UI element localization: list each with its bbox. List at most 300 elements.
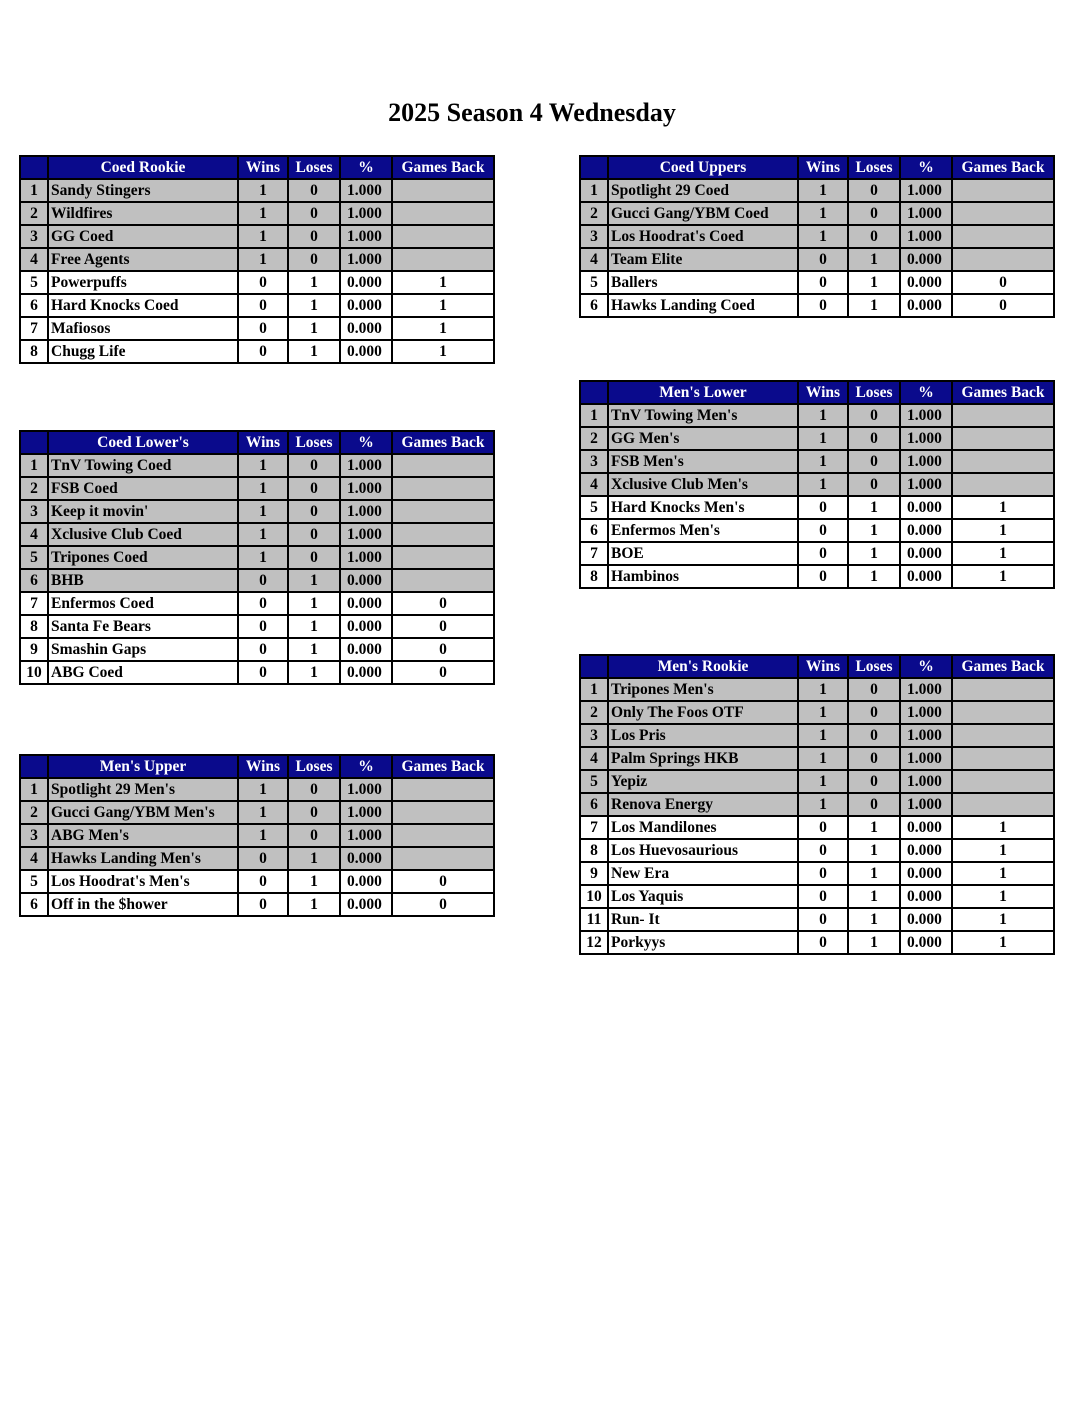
loses-cell: 1 <box>288 615 340 638</box>
games-back-cell <box>392 778 494 801</box>
loses-header: Loses <box>288 156 340 179</box>
rank-cell: 5 <box>580 770 608 793</box>
pct-header: % <box>900 381 952 404</box>
games-back-cell <box>392 179 494 202</box>
table-row <box>580 542 1054 565</box>
rank-cell: 3 <box>580 724 608 747</box>
loses-cell: 0 <box>288 248 340 271</box>
pct-cell: 1.000 <box>340 179 392 202</box>
rank-cell: 4 <box>580 248 608 271</box>
rank-cell: 1 <box>580 179 608 202</box>
loses-header: Loses <box>288 755 340 778</box>
wins-cell: 1 <box>798 793 848 816</box>
wins-cell: 0 <box>798 816 848 839</box>
team-name-cell: Santa Fe Bears <box>48 615 238 638</box>
pct-cell: 0.000 <box>340 893 392 916</box>
pct-cell: 0.000 <box>900 542 952 565</box>
team-name-cell: Gucci Gang/YBM Men's <box>48 801 238 824</box>
table-row <box>580 678 1054 701</box>
table-row <box>580 908 1054 931</box>
pct-cell: 1.000 <box>900 450 952 473</box>
wins-cell: 0 <box>238 340 288 363</box>
pct-header: % <box>340 755 392 778</box>
table-row <box>20 893 494 916</box>
rank-cell: 12 <box>580 931 608 954</box>
loses-cell: 0 <box>288 477 340 500</box>
pct-cell: 0.000 <box>900 862 952 885</box>
pct-cell: 0.000 <box>900 839 952 862</box>
loses-cell: 1 <box>848 931 900 954</box>
team-name-cell: New Era <box>608 862 798 885</box>
pct-cell: 1.000 <box>340 477 392 500</box>
table-row <box>20 523 494 546</box>
wins-cell: 1 <box>798 473 848 496</box>
pct-cell: 0.000 <box>900 908 952 931</box>
loses-cell: 0 <box>848 701 900 724</box>
rank-cell: 8 <box>20 340 48 363</box>
table-row <box>20 477 494 500</box>
rank-cell: 3 <box>20 225 48 248</box>
loses-cell: 0 <box>288 801 340 824</box>
rank-cell: 8 <box>580 839 608 862</box>
table-row <box>20 569 494 592</box>
games-back-cell: 1 <box>952 839 1054 862</box>
loses-cell: 0 <box>848 793 900 816</box>
pct-cell: 0.000 <box>900 565 952 588</box>
games-back-header: Games Back <box>392 431 494 454</box>
table-row <box>20 202 494 225</box>
wins-cell: 0 <box>798 931 848 954</box>
table-header-row <box>580 156 1054 179</box>
wins-cell: 1 <box>798 202 848 225</box>
games-back-cell <box>952 793 1054 816</box>
table-row <box>20 225 494 248</box>
games-back-cell: 1 <box>392 294 494 317</box>
table-row <box>20 870 494 893</box>
loses-cell: 1 <box>848 565 900 588</box>
rank-cell: 5 <box>20 271 48 294</box>
rank-header <box>20 431 48 454</box>
table-row <box>580 473 1054 496</box>
table-row <box>20 340 494 363</box>
pct-cell: 0.000 <box>900 931 952 954</box>
wins-header: Wins <box>238 431 288 454</box>
wins-cell: 0 <box>238 294 288 317</box>
wins-cell: 0 <box>238 615 288 638</box>
team-name-cell: Powerpuffs <box>48 271 238 294</box>
rank-cell: 7 <box>580 816 608 839</box>
loses-cell: 1 <box>848 248 900 271</box>
wins-cell: 1 <box>798 701 848 724</box>
team-name-cell: Smashin Gaps <box>48 638 238 661</box>
games-back-cell: 1 <box>952 908 1054 931</box>
games-back-header: Games Back <box>952 381 1054 404</box>
pct-cell: 0.000 <box>340 294 392 317</box>
loses-header: Loses <box>848 655 900 678</box>
team-name-cell: Los Hoodrat's Coed <box>608 225 798 248</box>
games-back-cell <box>392 546 494 569</box>
team-name-cell: Xclusive Club Coed <box>48 523 238 546</box>
table-row <box>580 248 1054 271</box>
wins-cell: 0 <box>238 661 288 684</box>
pct-cell: 1.000 <box>900 678 952 701</box>
loses-cell: 0 <box>288 225 340 248</box>
team-name-cell: Los Pris <box>608 724 798 747</box>
pct-cell: 1.000 <box>340 824 392 847</box>
table-row <box>580 179 1054 202</box>
table-row <box>580 496 1054 519</box>
table-row <box>20 294 494 317</box>
wins-cell: 1 <box>798 678 848 701</box>
wins-cell: 0 <box>238 847 288 870</box>
rank-cell: 5 <box>580 271 608 294</box>
table-row <box>580 225 1054 248</box>
table-row <box>20 271 494 294</box>
table-header-row <box>20 156 494 179</box>
pct-cell: 1.000 <box>900 404 952 427</box>
pct-cell: 0.000 <box>340 870 392 893</box>
rank-cell: 2 <box>580 427 608 450</box>
pct-header: % <box>340 431 392 454</box>
table-row <box>580 724 1054 747</box>
games-back-cell: 0 <box>392 638 494 661</box>
loses-cell: 1 <box>848 816 900 839</box>
pct-cell: 1.000 <box>340 778 392 801</box>
rank-header <box>580 381 608 404</box>
rank-cell: 10 <box>580 885 608 908</box>
loses-cell: 0 <box>848 770 900 793</box>
team-name-cell: BOE <box>608 542 798 565</box>
team-name-cell: Tripones Men's <box>608 678 798 701</box>
wins-cell: 1 <box>238 477 288 500</box>
team-name-cell: Sandy Stingers <box>48 179 238 202</box>
loses-cell: 1 <box>848 542 900 565</box>
wins-cell: 1 <box>238 801 288 824</box>
pct-cell: 0.000 <box>340 592 392 615</box>
team-name-cell: Palm Springs HKB <box>608 747 798 770</box>
games-back-cell <box>952 473 1054 496</box>
pct-cell: 0.000 <box>340 317 392 340</box>
team-name-cell: FSB Men's <box>608 450 798 473</box>
rank-cell: 4 <box>580 473 608 496</box>
games-back-cell <box>392 569 494 592</box>
games-back-header: Games Back <box>952 655 1054 678</box>
wins-cell: 1 <box>238 778 288 801</box>
team-name-cell: TnV Towing Coed <box>48 454 238 477</box>
team-name-cell: BHB <box>48 569 238 592</box>
wins-cell: 0 <box>798 271 848 294</box>
loses-cell: 0 <box>288 454 340 477</box>
rank-cell: 4 <box>20 523 48 546</box>
wins-header: Wins <box>238 156 288 179</box>
loses-cell: 1 <box>288 271 340 294</box>
wins-cell: 1 <box>238 248 288 271</box>
table-row <box>580 404 1054 427</box>
rank-cell: 9 <box>580 862 608 885</box>
pct-cell: 0.000 <box>340 271 392 294</box>
games-back-cell <box>952 248 1054 271</box>
table-row <box>580 294 1054 317</box>
pct-cell: 1.000 <box>340 454 392 477</box>
table-header-row <box>20 431 494 454</box>
table-row <box>580 931 1054 954</box>
rank-cell: 8 <box>20 615 48 638</box>
pct-cell: 1.000 <box>340 546 392 569</box>
games-back-cell <box>392 801 494 824</box>
wins-cell: 0 <box>798 496 848 519</box>
pct-header: % <box>340 156 392 179</box>
team-name-cell: Chugg Life <box>48 340 238 363</box>
games-back-cell: 0 <box>392 615 494 638</box>
team-name-cell: Yepiz <box>608 770 798 793</box>
loses-cell: 0 <box>848 427 900 450</box>
team-name-cell: Gucci Gang/YBM Coed <box>608 202 798 225</box>
games-back-cell <box>392 477 494 500</box>
team-name-cell: Los Huevosaurious <box>608 839 798 862</box>
rank-cell: 8 <box>580 565 608 588</box>
games-back-cell <box>392 454 494 477</box>
rank-cell: 4 <box>580 747 608 770</box>
wins-cell: 0 <box>238 870 288 893</box>
wins-cell: 0 <box>238 271 288 294</box>
wins-cell: 1 <box>238 202 288 225</box>
games-back-cell: 0 <box>952 294 1054 317</box>
pct-cell: 1.000 <box>340 801 392 824</box>
rank-cell: 1 <box>20 778 48 801</box>
pct-cell: 1.000 <box>900 473 952 496</box>
loses-cell: 1 <box>288 340 340 363</box>
wins-cell: 0 <box>798 839 848 862</box>
table-row <box>580 839 1054 862</box>
team-name-cell: Xclusive Club Men's <box>608 473 798 496</box>
rank-cell: 7 <box>20 317 48 340</box>
loses-cell: 1 <box>848 862 900 885</box>
loses-cell: 0 <box>288 778 340 801</box>
loses-cell: 0 <box>288 546 340 569</box>
pct-cell: 0.000 <box>900 519 952 542</box>
team-name-cell: Hard Knocks Men's <box>608 496 798 519</box>
table-row <box>580 519 1054 542</box>
mens-upper-table <box>19 754 495 917</box>
loses-cell: 0 <box>848 202 900 225</box>
loses-cell: 1 <box>848 908 900 931</box>
loses-cell: 0 <box>288 202 340 225</box>
loses-cell: 0 <box>848 724 900 747</box>
loses-cell: 1 <box>848 294 900 317</box>
games-back-cell: 1 <box>392 271 494 294</box>
loses-cell: 1 <box>848 496 900 519</box>
rank-cell: 1 <box>20 179 48 202</box>
games-back-cell <box>952 404 1054 427</box>
team-name-cell: Team Elite <box>608 248 798 271</box>
loses-cell: 1 <box>288 294 340 317</box>
wins-cell: 1 <box>238 523 288 546</box>
wins-cell: 0 <box>798 248 848 271</box>
wins-header: Wins <box>238 755 288 778</box>
games-back-cell <box>952 701 1054 724</box>
wins-cell: 1 <box>238 225 288 248</box>
loses-cell: 0 <box>288 824 340 847</box>
pct-cell: 1.000 <box>900 724 952 747</box>
wins-cell: 1 <box>238 179 288 202</box>
games-back-cell: 0 <box>392 661 494 684</box>
pct-cell: 0.000 <box>900 294 952 317</box>
team-name-cell: Ballers <box>608 271 798 294</box>
wins-header: Wins <box>798 381 848 404</box>
pct-cell: 1.000 <box>340 202 392 225</box>
pct-cell: 1.000 <box>900 701 952 724</box>
games-back-header: Games Back <box>952 156 1054 179</box>
wins-header: Wins <box>798 655 848 678</box>
rank-cell: 1 <box>20 454 48 477</box>
games-back-cell <box>952 450 1054 473</box>
team-name-cell: ABG Coed <box>48 661 238 684</box>
pct-cell: 1.000 <box>900 202 952 225</box>
pct-cell: 0.000 <box>340 340 392 363</box>
games-back-cell: 1 <box>952 542 1054 565</box>
table-row <box>580 450 1054 473</box>
loses-cell: 0 <box>848 747 900 770</box>
page-title: 2025 Season 4 Wednesday <box>388 98 676 127</box>
pct-cell: 1.000 <box>900 793 952 816</box>
table-header-row <box>580 381 1054 404</box>
rank-cell: 1 <box>580 404 608 427</box>
games-back-cell <box>952 678 1054 701</box>
team-name-cell: ABG Men's <box>48 824 238 847</box>
mens-rookie-table <box>579 654 1055 955</box>
games-back-cell <box>952 770 1054 793</box>
wins-cell: 0 <box>798 908 848 931</box>
wins-cell: 1 <box>798 179 848 202</box>
team-name-cell: Renova Energy <box>608 793 798 816</box>
wins-cell: 1 <box>798 450 848 473</box>
games-back-cell: 1 <box>952 519 1054 542</box>
team-name-cell: GG Men's <box>608 427 798 450</box>
team-name-cell: Wildfires <box>48 202 238 225</box>
rank-header <box>20 156 48 179</box>
mens-lower-table <box>579 380 1055 589</box>
pct-cell: 1.000 <box>340 248 392 271</box>
team-name-cell: Enfermos Coed <box>48 592 238 615</box>
loses-cell: 1 <box>288 638 340 661</box>
games-back-cell <box>392 248 494 271</box>
wins-cell: 1 <box>798 427 848 450</box>
table-row <box>580 701 1054 724</box>
games-back-header: Games Back <box>392 755 494 778</box>
table-row <box>20 179 494 202</box>
pct-cell: 0.000 <box>900 271 952 294</box>
loses-cell: 0 <box>288 523 340 546</box>
wins-cell: 0 <box>238 569 288 592</box>
team-name-cell: Spotlight 29 Men's <box>48 778 238 801</box>
rank-cell: 11 <box>580 908 608 931</box>
table-row <box>20 801 494 824</box>
rank-cell: 2 <box>580 701 608 724</box>
wins-cell: 0 <box>798 519 848 542</box>
rank-cell: 7 <box>20 592 48 615</box>
wins-cell: 1 <box>798 225 848 248</box>
pct-cell: 0.000 <box>900 496 952 519</box>
pct-cell: 1.000 <box>900 427 952 450</box>
wins-cell: 1 <box>798 770 848 793</box>
loses-cell: 0 <box>848 678 900 701</box>
rank-header <box>580 156 608 179</box>
table-row <box>20 317 494 340</box>
pct-header: % <box>900 156 952 179</box>
team-name-cell: Keep it movin' <box>48 500 238 523</box>
table-row <box>580 271 1054 294</box>
wins-cell: 0 <box>798 885 848 908</box>
loses-cell: 0 <box>288 179 340 202</box>
games-back-cell: 0 <box>392 592 494 615</box>
loses-header: Loses <box>288 431 340 454</box>
table-row <box>580 747 1054 770</box>
table-row <box>20 500 494 523</box>
team-name-cell: Hawks Landing Men's <box>48 847 238 870</box>
team-name-cell: Enfermos Men's <box>608 519 798 542</box>
pct-cell: 1.000 <box>340 225 392 248</box>
rank-cell: 2 <box>20 477 48 500</box>
team-name-cell: Hambinos <box>608 565 798 588</box>
division-name: Coed Lower's <box>48 431 238 454</box>
rank-cell: 3 <box>20 824 48 847</box>
team-name-cell: Run- It <box>608 908 798 931</box>
team-name-cell: Los Mandilones <box>608 816 798 839</box>
table-row <box>20 847 494 870</box>
pct-cell: 1.000 <box>340 500 392 523</box>
division-name: Coed Rookie <box>48 156 238 179</box>
games-back-cell: 1 <box>392 317 494 340</box>
loses-cell: 1 <box>288 317 340 340</box>
team-name-cell: Mafiosos <box>48 317 238 340</box>
rank-cell: 4 <box>20 847 48 870</box>
wins-cell: 1 <box>798 404 848 427</box>
wins-cell: 1 <box>798 724 848 747</box>
division-name: Men's Upper <box>48 755 238 778</box>
rank-cell: 2 <box>20 801 48 824</box>
coed-rookie-table <box>19 155 495 364</box>
pct-cell: 1.000 <box>340 523 392 546</box>
loses-cell: 1 <box>288 661 340 684</box>
pct-cell: 0.000 <box>340 638 392 661</box>
loses-cell: 0 <box>848 404 900 427</box>
wins-cell: 0 <box>798 294 848 317</box>
loses-cell: 1 <box>848 839 900 862</box>
table-row <box>580 202 1054 225</box>
rank-cell: 7 <box>580 542 608 565</box>
team-name-cell: Tripones Coed <box>48 546 238 569</box>
rank-cell: 6 <box>20 569 48 592</box>
table-row <box>580 565 1054 588</box>
team-name-cell: Off in the $hower <box>48 893 238 916</box>
loses-cell: 1 <box>288 870 340 893</box>
rank-cell: 5 <box>580 496 608 519</box>
games-back-cell <box>952 225 1054 248</box>
wins-header: Wins <box>798 156 848 179</box>
team-name-cell: Los Yaquis <box>608 885 798 908</box>
rank-header <box>580 655 608 678</box>
rank-cell: 5 <box>20 870 48 893</box>
games-back-cell <box>952 202 1054 225</box>
rank-cell: 2 <box>580 202 608 225</box>
table-row <box>20 546 494 569</box>
pct-cell: 0.000 <box>340 615 392 638</box>
games-back-cell: 1 <box>952 862 1054 885</box>
games-back-cell <box>952 747 1054 770</box>
table-row <box>20 592 494 615</box>
wins-cell: 1 <box>798 747 848 770</box>
table-row <box>580 816 1054 839</box>
